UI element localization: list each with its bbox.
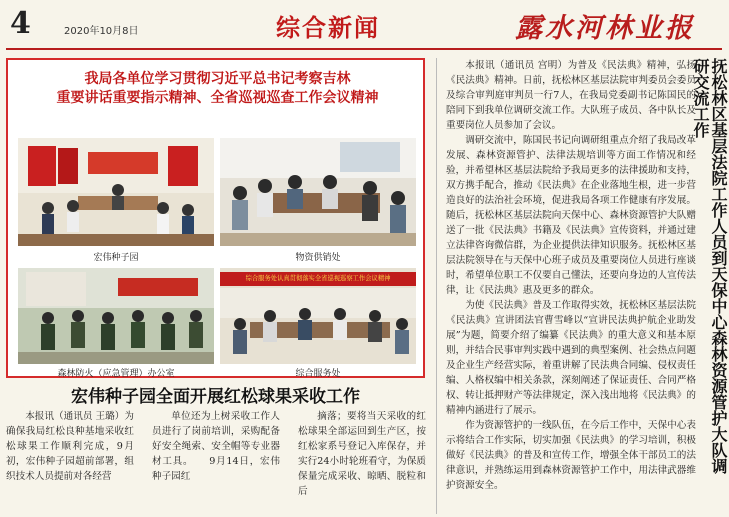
article-text: 单位还为上树采收工作人员进行了岗前培训，采购配备好安全绳索、安全帽等专业器材工具。 9月14日，宏伟种子园红 [152,411,280,482]
photo-caption: 森林防火（应急管理）办公室 [57,369,175,379]
photo-meeting-seed-garden [18,138,214,246]
photo-forest-fire-office [18,268,214,364]
article-headline: 宏伟种子园全面开展红松球果采收工作 [71,387,360,407]
article-column-1 [6,409,134,514]
article-paragraph: 调研交流中，陈国民书记向调研组重点介绍了我局改革发展、森林资源管护、法律法规培训等方面工作情况和经验，并希望林区基层法院给予我局更多的法律援助和支持，双方携手配合，推动《民法典》在企业落地生根，进一步营造良好的法治社会环境，促进我局各项工作健康有序发展。随后，抚松林区基层法院向天保中心、森林资源管护大队赠送了一批《民法典》书籍及《民法典》宣传资料，并通过建立法律咨询微信群，为企业提供法律知识服务。抚松林区基层法院领导在与天保中心班子成员及重要岗位人员进行座谈时，希望单位职工不仅要自己懂法，还要向身边的人宣传法律，让《民法典》惠及更多的群众。 [446,135,696,296]
photo-box-title-line2: 重要讲话重要指示精神、全省巡视巡查工作会议精神 [56,90,379,106]
column-divider [436,58,437,514]
article-paragraph: 本报讯（通讯员 宫明）为普及《民法典》精神，弘扬《民法典》精神。日前，抚松林区基层法院审判委员会委员及综合审判庭审判员一行7人，在我局党委副书记陈国民的陪同下到我单位调研交流工作。大队班子成员、各中队长及重要岗位人员参加了会议。 [446,60,696,131]
article-text: 摘落；要将当天采收的红松球果全部运回到生产区，按红松家系号登记入库保存，并实行24小时轮班看守，为保质保量完成采收、晾晒、脱粒和后 [298,411,426,497]
vertical-headline: 抚松林区基层法院工作人员到天保中心森林资源管护大队调研交流工作 [691,58,728,474]
photo-general-service [220,268,416,364]
photo-feature-box [6,58,425,378]
article-right-column [446,58,696,514]
article-column-3 [298,409,426,514]
newspaper-masthead: 露水河林业报 [515,13,695,44]
page-header [0,0,729,48]
page-number: 4 [10,6,31,41]
article-paragraph: 作为资源管护的一线队伍，在今后工作中，天保中心表示将结合工作实际，切实加强《民法典》的学习培训，积极做好《民法典》的普及和宣传工作，增强全体干部员工的法律意识，并熟练运用到森林资源管护工作中，用法律武器维护资源安全。 [446,420,696,491]
header-rule [6,48,722,50]
article-column-2 [152,409,280,514]
photo-caption: 物资供销处 [295,253,341,263]
photo-banner-text: 综合服务处认真贯彻落实全省巡视巡察工作会议精神 [245,275,391,282]
photo-box-title [8,70,427,108]
article-paragraph: 为使《民法典》普及工作取得实效，抚松林区基层法院《民法典》宣讲团法官曹雪峰以“宣讲民法典护航企业助发展”为题，简要介绍了编纂《民法典》的重大意义和基本原则，并结合民事审判实践中遇到的典型案例、社会热点问题及企业生产经营实际，着重讲解了民法典合同编、侵权责任编、人格权编中相关条款，深刻阐述了保证责任、合同严格权、转让抵押财产等法律规定，深入浅出地将《民法典》的精神内涵进行了展示。 [446,300,696,416]
photo-box-title-line1: 我局各单位学习贯彻习近平总书记考察吉林 [84,71,351,87]
photo-caption: 宏伟种子园 [93,253,139,263]
article-text: 本报讯（通讯员 王璐）为确保我局红松良种基地采收红松球果工作顺利完成，9月初，宏伟种子园超前部署，组织技术人员提前对各经营 [6,411,134,482]
section-title: 综合新闻 [276,14,380,42]
photo-meeting-supply-office [220,138,416,246]
photo-caption: 综合服务处 [295,369,341,379]
issue-date: 2020年10月8日 [64,26,139,37]
